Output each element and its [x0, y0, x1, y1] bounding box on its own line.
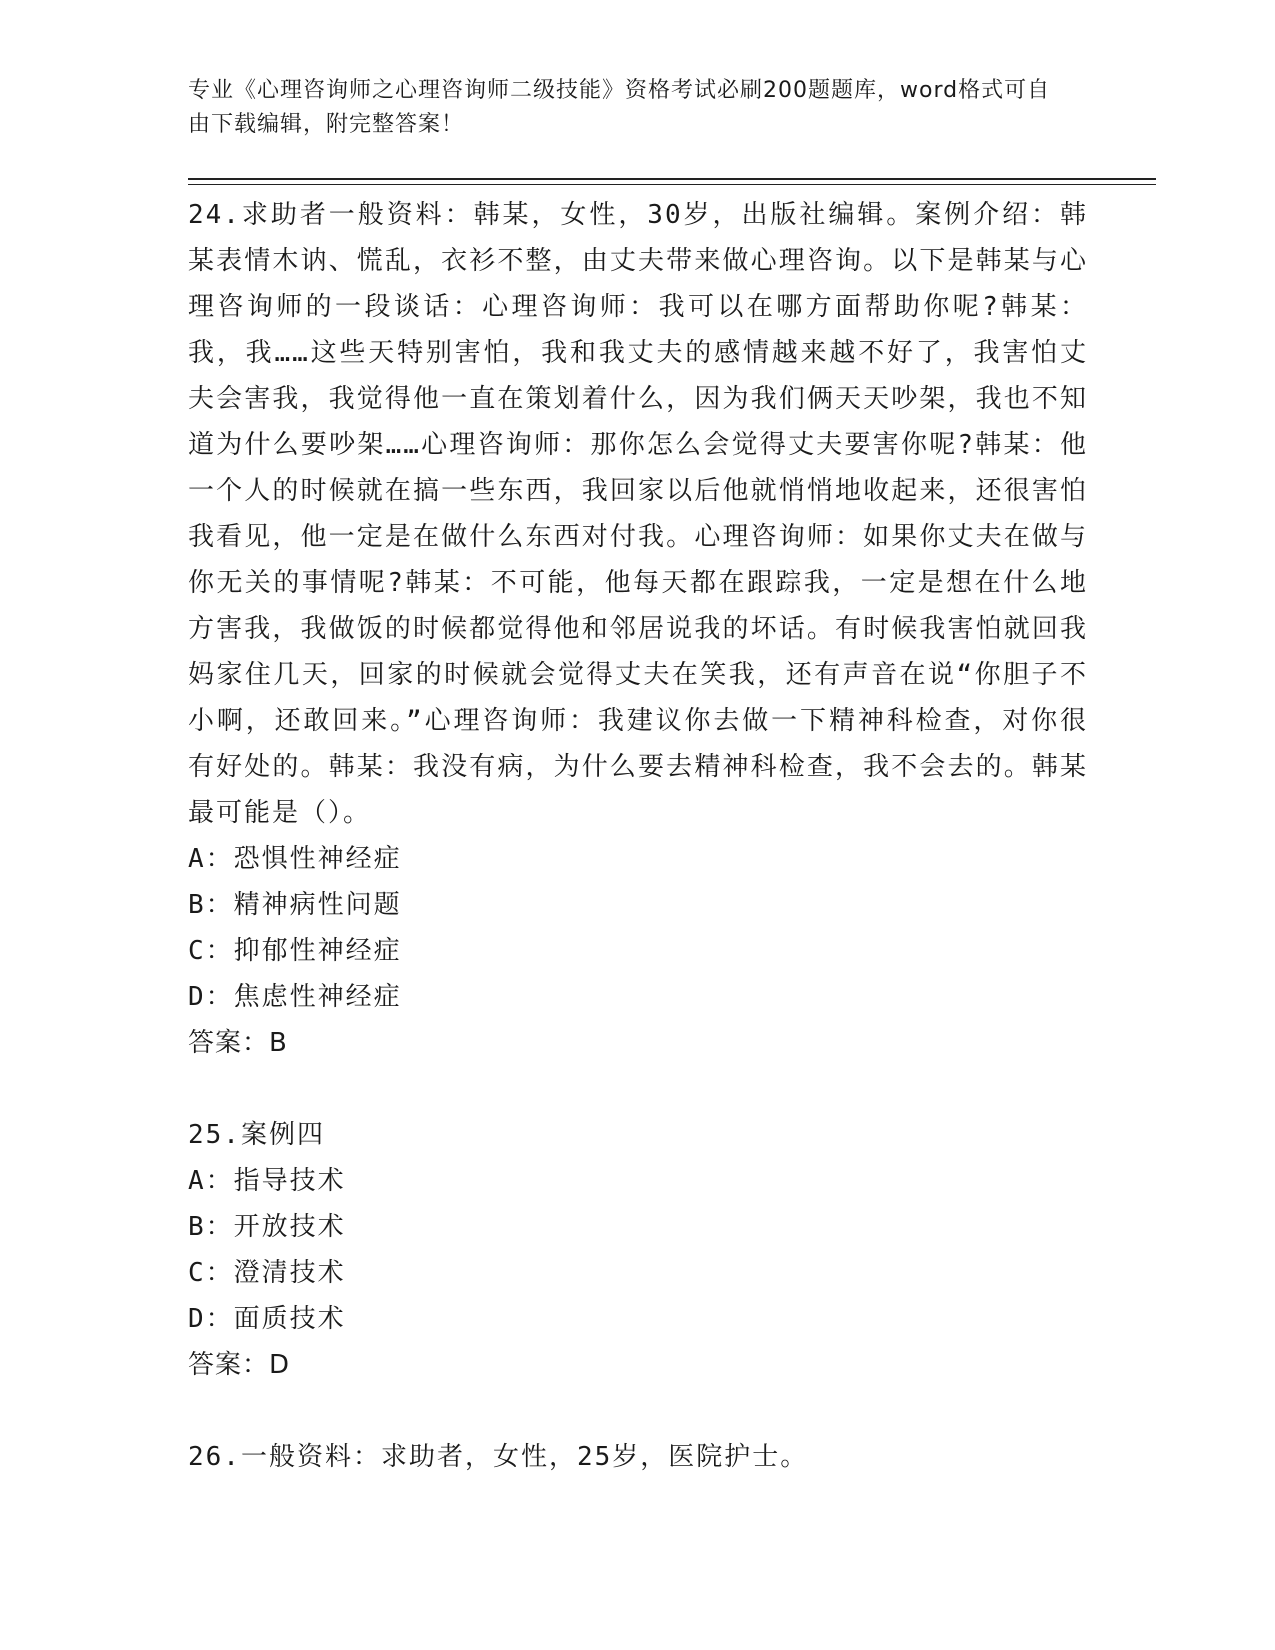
question-25 — [188, 1112, 1088, 1388]
question-spacer — [188, 1066, 1088, 1112]
question-24 — [188, 192, 1088, 1066]
question-stem: 25.案例四 — [188, 1120, 325, 1150]
question-list — [188, 192, 1088, 1480]
answer-line: 答案：D — [188, 1350, 291, 1380]
option-d: D：面质技术 — [188, 1304, 346, 1334]
question-26 — [188, 1434, 1088, 1480]
option-c: C：澄清技术 — [188, 1258, 346, 1288]
answer-line: 答案：B — [188, 1028, 288, 1058]
option-c: C：抑郁性神经症 — [188, 936, 402, 966]
option-b: B：开放技术 — [188, 1212, 346, 1242]
document-header-title: 专业《心理咨询师之心理咨询师二级技能》资格考试必刷200题题库，word格式可自由下载编辑，附完整答案！ — [188, 78, 1051, 137]
header-divider-thin — [188, 184, 1156, 185]
option-d: D：焦虑性神经症 — [188, 982, 402, 1012]
question-stem: 24.求助者一般资料：韩某，女性，30岁，出版社编辑。案例介绍：韩某表情木讷、慌乱，衣衫不整，由丈夫带来做心理咨询。以下是韩某与心理咨询师的一段谈话：心理咨询师：我可以在哪方面帮助你呢?韩某：我，我……这些天特别害怕，我和我丈夫的感情越来越不好了，我害怕丈夫会害我，我觉得他一直在策划着什么，因为我们俩天天吵架，我也不知道为什么要吵架……心理咨询师：那你怎么会觉得丈夫要害你呢?韩某：他一个人的时候就在搞一些东西，我回家以后他就悄悄地收起来，还很害怕我看见，他一定是在做什么东西对付我。心理咨询师：如果你丈夫在做与你无关的事情呢?韩某：不可能，他每天都在跟踪我，一定是想在什么地方害我，我做饭的时候都觉得他和邻居说我的坏话。有时候我害怕就回我妈家住几天，回家的时候就会觉得丈夫在笑我，还有声音在说“你胆子不小啊，还敢回来。”心理咨询师：我建议你去做一下精神科检查，对你很有好处的。韩某：我没有病，为什么要去精神科检查，我不会去的。韩某最可能是（）。 — [188, 200, 1088, 828]
option-a: A：恐惧性神经症 — [188, 844, 402, 874]
header-divider-thick — [188, 178, 1156, 180]
option-b: B：精神病性问题 — [188, 890, 402, 920]
option-a: A：指导技术 — [188, 1166, 346, 1196]
question-stem: 26.一般资料：求助者，女性，25岁，医院护士。 — [188, 1442, 809, 1472]
question-spacer — [188, 1388, 1088, 1434]
